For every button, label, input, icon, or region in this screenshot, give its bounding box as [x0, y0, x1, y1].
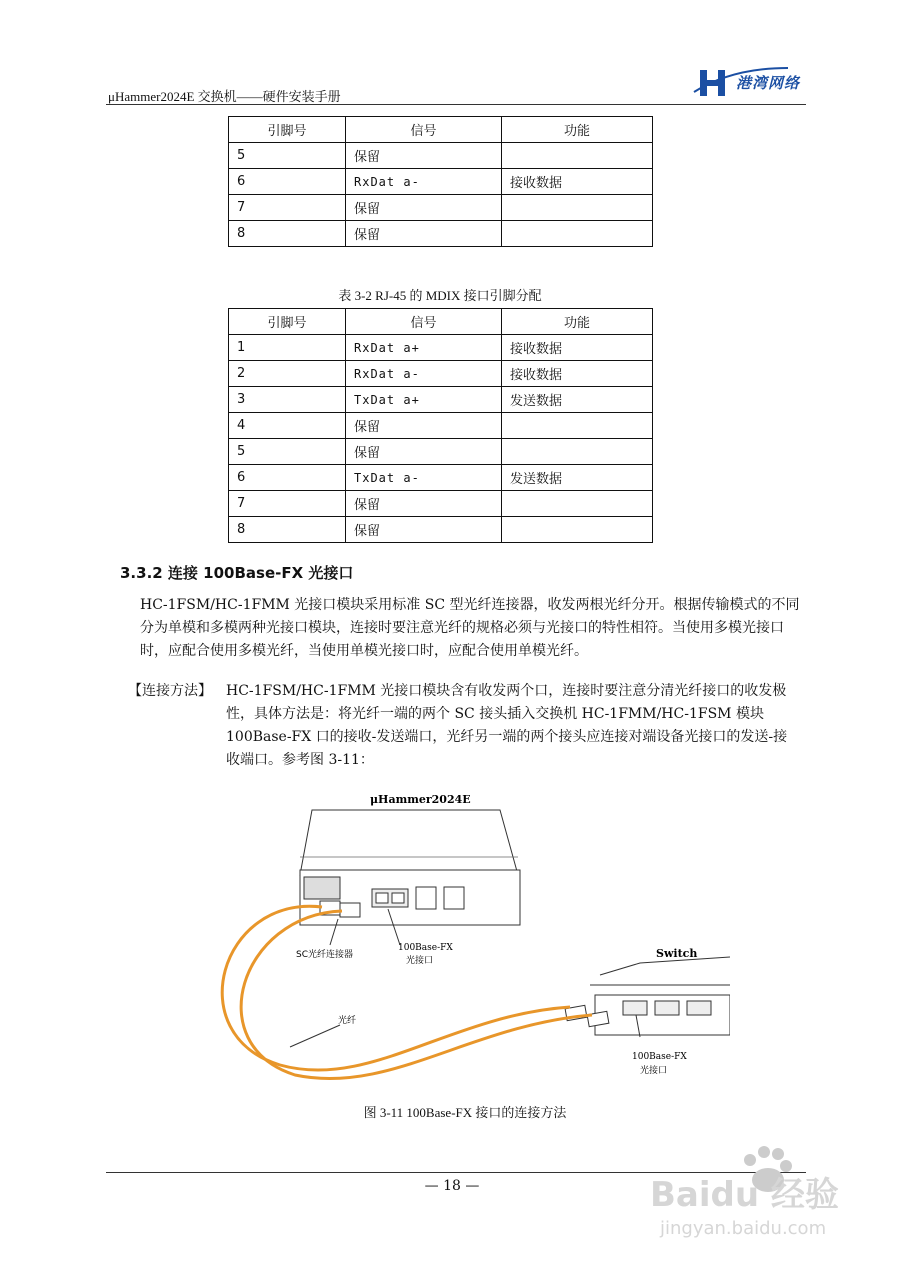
watermark-brand: Baidu 经验 [650, 1175, 839, 1215]
table-caption: 表 3-2 RJ-45 的 MDIX 接口引脚分配 [338, 288, 542, 303]
method-text: HC-1FSM/HC-1FMM 光接口模块含有收发两个口，连接时要注意分清光纤接口的收发极性，具体方法是：将光纤一端的两个 SC 接头插入交换机 HC-1FMM/HC-1FSM 模块 100Base-FX 口的接收-发送端口，光纤另一端的两个接头应连接对端设备光接口的发送-接收端口。参考图 3-11： [226, 683, 788, 768]
table-row [229, 169, 653, 195]
column-header: 信号 [346, 309, 502, 335]
function: 接收数据 [502, 169, 653, 195]
table-row [229, 465, 653, 491]
watermark-url: jingyan.baidu.com [660, 1218, 827, 1239]
table-row [229, 143, 653, 169]
table-row [229, 439, 653, 465]
header-title: μHammer2024E 交换机——硬件安装手册 [108, 89, 341, 104]
fiber-cable [222, 906, 570, 1070]
table-row [229, 361, 653, 387]
pin-number: 6 [229, 465, 346, 491]
header-rule [106, 104, 806, 105]
device-top [300, 810, 518, 875]
baidu-watermark [640, 1140, 890, 1250]
pin-number: 7 [229, 195, 346, 221]
pin-number: 5 [229, 143, 346, 169]
port-label-4: 光接口 [640, 1066, 668, 1076]
signal: RxDat a- [346, 361, 502, 387]
column-header: 信号 [346, 117, 502, 143]
signal: 保留 [346, 491, 502, 517]
section-title: 3.3.2 连接 100Base-FX 光接口 [120, 564, 354, 582]
signal: RxDat a+ [346, 335, 502, 361]
table-row [229, 195, 653, 221]
pin-number: 5 [229, 439, 346, 465]
function [502, 517, 653, 543]
table-row [229, 387, 653, 413]
signal: 保留 [346, 143, 502, 169]
port-label-1: 100Base-FX [398, 943, 453, 953]
column-header: 功能 [502, 117, 653, 143]
method-label: 【连接方法】 [128, 683, 212, 699]
signal: 保留 [346, 221, 502, 247]
function [502, 143, 653, 169]
column-header: 引脚号 [229, 117, 346, 143]
table-row [229, 517, 653, 543]
function: 发送数据 [502, 387, 653, 413]
function: 接收数据 [502, 335, 653, 361]
page-number: — 18 — [424, 1178, 480, 1194]
port-label-3: 100Base-FX [632, 1052, 687, 1062]
function [502, 439, 653, 465]
pin-number: 7 [229, 491, 346, 517]
sc-connector-icon [340, 903, 360, 917]
fiber-cable [241, 911, 592, 1079]
device-label: μHammer2024E [370, 793, 471, 806]
pin-number: 2 [229, 361, 346, 387]
function [502, 491, 653, 517]
pin-number: 6 [229, 169, 346, 195]
signal: 保留 [346, 413, 502, 439]
function [502, 221, 653, 247]
table-row [229, 413, 653, 439]
column-header: 功能 [502, 309, 653, 335]
pin-table-continued [228, 116, 653, 247]
pin-number: 4 [229, 413, 346, 439]
pin-number: 8 [229, 221, 346, 247]
logo-text: 港湾网络 [736, 74, 801, 92]
table-row [229, 491, 653, 517]
signal: RxDat a- [346, 169, 502, 195]
signal: 保留 [346, 517, 502, 543]
function: 接收数据 [502, 361, 653, 387]
signal: 保留 [346, 439, 502, 465]
signal: TxDat a+ [346, 387, 502, 413]
function: 发送数据 [502, 465, 653, 491]
pin-number: 3 [229, 387, 346, 413]
company-logo [692, 62, 812, 102]
figure-3-11 [200, 785, 730, 1095]
sc-connector-label: SC光纤连接器 [296, 950, 353, 960]
figure-caption: 图 3-11 100Base-FX 接口的连接方法 [363, 1105, 567, 1120]
function [502, 195, 653, 221]
pin-number: 8 [229, 517, 346, 543]
mdix-pin-table [228, 308, 653, 543]
table-header-row [229, 117, 653, 143]
table-row [229, 335, 653, 361]
column-header: 引脚号 [229, 309, 346, 335]
table-row [229, 221, 653, 247]
signal: 保留 [346, 195, 502, 221]
table-header-row [229, 309, 653, 335]
switch-fx-port [623, 1001, 647, 1015]
port-label-2: 光接口 [406, 956, 434, 966]
function [502, 413, 653, 439]
switch-label: Switch [656, 947, 698, 960]
section-paragraph: HC-1FSM/HC-1FMM 光接口模块采用标准 SC 型光纤连接器，收发两根光纤分开。根据传输模式的不同分为单模和多模两种光接口模块，连接时要注意光纤的规格必须与光接口的特性相符。当使用多模光接口时，应配合使用多模光纤，当使用单模光接口时，应配合使用单模光纤。 [140, 597, 800, 659]
signal: TxDat a- [346, 465, 502, 491]
pin-number: 1 [229, 335, 346, 361]
fiber-label: 光纤 [338, 1016, 357, 1026]
